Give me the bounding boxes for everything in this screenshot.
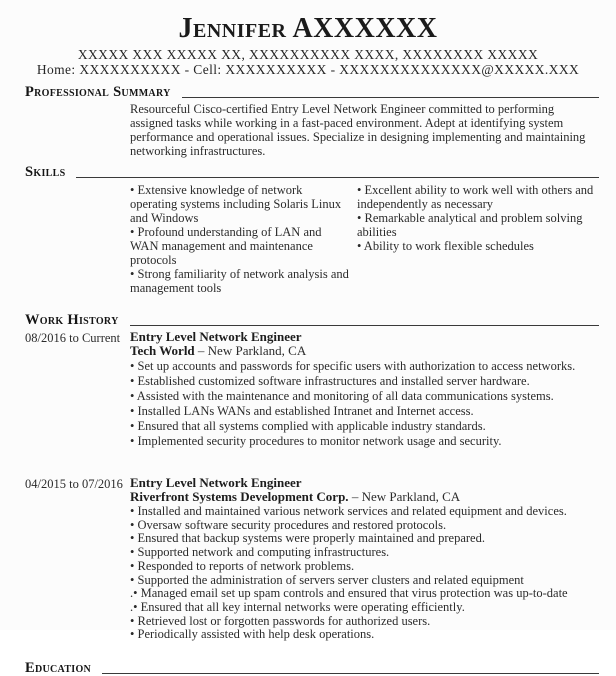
address-line: XXXXX XXX XXXXX XX, XXXXXXXXXX XXXX, XXXXXXXX XXXXX (77, 47, 539, 62)
bullet-item: • Remarkable analytical and problem solving abilities (357, 211, 583, 239)
bullet-item: • Assisted with the maintenance and monitoring of all data communications systems. (130, 389, 554, 403)
job-entry (0, 476, 616, 642)
job-company: Riverfront Systems Development Corp. (130, 489, 349, 504)
section-rule (76, 177, 599, 178)
professional-summary-text: Resourceful Cisco-certified Entry Level Network Engineer committed to performing assigned tasks while working in a fast-paced environment. Adept at identifying system performance and operational issues. Specialize in designing implementing and maintaining networking infrastructures. (130, 102, 586, 158)
bullet-item: .• Managed email set up spam controls and ensured that virus protection was up-to-date (130, 586, 568, 601)
job-bullet-list (130, 505, 600, 642)
job-location: – New Parkland, CA (348, 489, 461, 504)
bullet-item: • Ensured that backup systems were properly maintained and prepared. (130, 531, 485, 546)
section-title-education: Education (25, 660, 92, 676)
bullet-item: • Retrieved lost or forgotten passwords for authorized users. (130, 613, 431, 628)
job-title: Entry Level Network Engineer (130, 329, 302, 344)
candidate-name: Jennifer AXXXXXX (178, 13, 438, 44)
section-header-professional-summary (25, 85, 599, 100)
bullet-item: • Extensive knowledge of network operating systems including Solaris Linux and Windows (130, 183, 342, 225)
job-bullet-list (130, 359, 600, 449)
job-company: Tech World (130, 343, 195, 358)
bullet-item: • Supported the administration of servers server clusters and related equipment (130, 572, 524, 587)
bullet-item: • Set up accounts and passwords for specific users with authorization to access networks. (130, 359, 576, 373)
contact-line: Home: XXXXXXXXXX - Cell: XXXXXXXXXX - XXXXXXXXXXXXXX@XXXXX.XXX (36, 62, 580, 77)
bullet-item: • Supported network and computing infrastructures. (130, 545, 390, 560)
bullet-item: • Established customized software infrastructures and installed server hardware. (130, 374, 530, 388)
bullet-item: • Excellent ability to work well with others and independently as necessary (357, 183, 594, 211)
section-rule (130, 325, 599, 326)
section-title-skills: Skills (25, 164, 66, 180)
section-title-professional-summary: Professional Summary (25, 84, 171, 100)
job-dates: 08/2016 to Current (25, 331, 121, 345)
skills-column-right (352, 183, 600, 295)
bullet-item: • Implemented security procedures to monitor network usage and security. (130, 434, 502, 448)
job-company-line (130, 344, 600, 358)
job-title: Entry Level Network Engineer (130, 475, 302, 490)
bullet-item: • Ensured that all systems complied with applicable industry standards. (130, 419, 486, 433)
job-location: – New Parkland, CA (194, 343, 307, 358)
section-rule (182, 97, 599, 98)
bullet-item: • Oversaw software security procedures and restored protocols. (130, 517, 447, 532)
bullet-item: • Installed LANs WANs and established Intranet and Internet access. (130, 404, 474, 418)
job-details (130, 476, 600, 642)
section-header-work-history (25, 313, 599, 328)
skills-columns (130, 183, 600, 295)
section-rule (102, 673, 599, 674)
section-header-education (25, 661, 599, 676)
bullet-item: • Periodically assisted with help desk operations. (130, 627, 375, 642)
job-entry (0, 330, 616, 449)
section-header-skills (25, 165, 599, 180)
bullet-item: .• Ensured that all key internal networks were operating efficiently. (130, 599, 465, 614)
section-title-work-history: Work History (25, 312, 119, 328)
bullet-item: • Responded to reports of network problems. (130, 558, 355, 573)
job-details (130, 330, 600, 449)
bullet-item: • Profound understanding of LAN and WAN management and maintenance protocols (130, 225, 322, 267)
bullet-item: • Ability to work flexible schedules (357, 239, 534, 253)
bullet-item: • Installed and maintained various network services and related equipment and devices. (130, 504, 567, 518)
bullet-item: • Strong familiarity of network analysis and management tools (130, 267, 349, 295)
job-dates: 04/2015 to 07/2016 (25, 477, 123, 491)
skills-column-left (130, 183, 352, 295)
job-company-line (130, 490, 600, 504)
